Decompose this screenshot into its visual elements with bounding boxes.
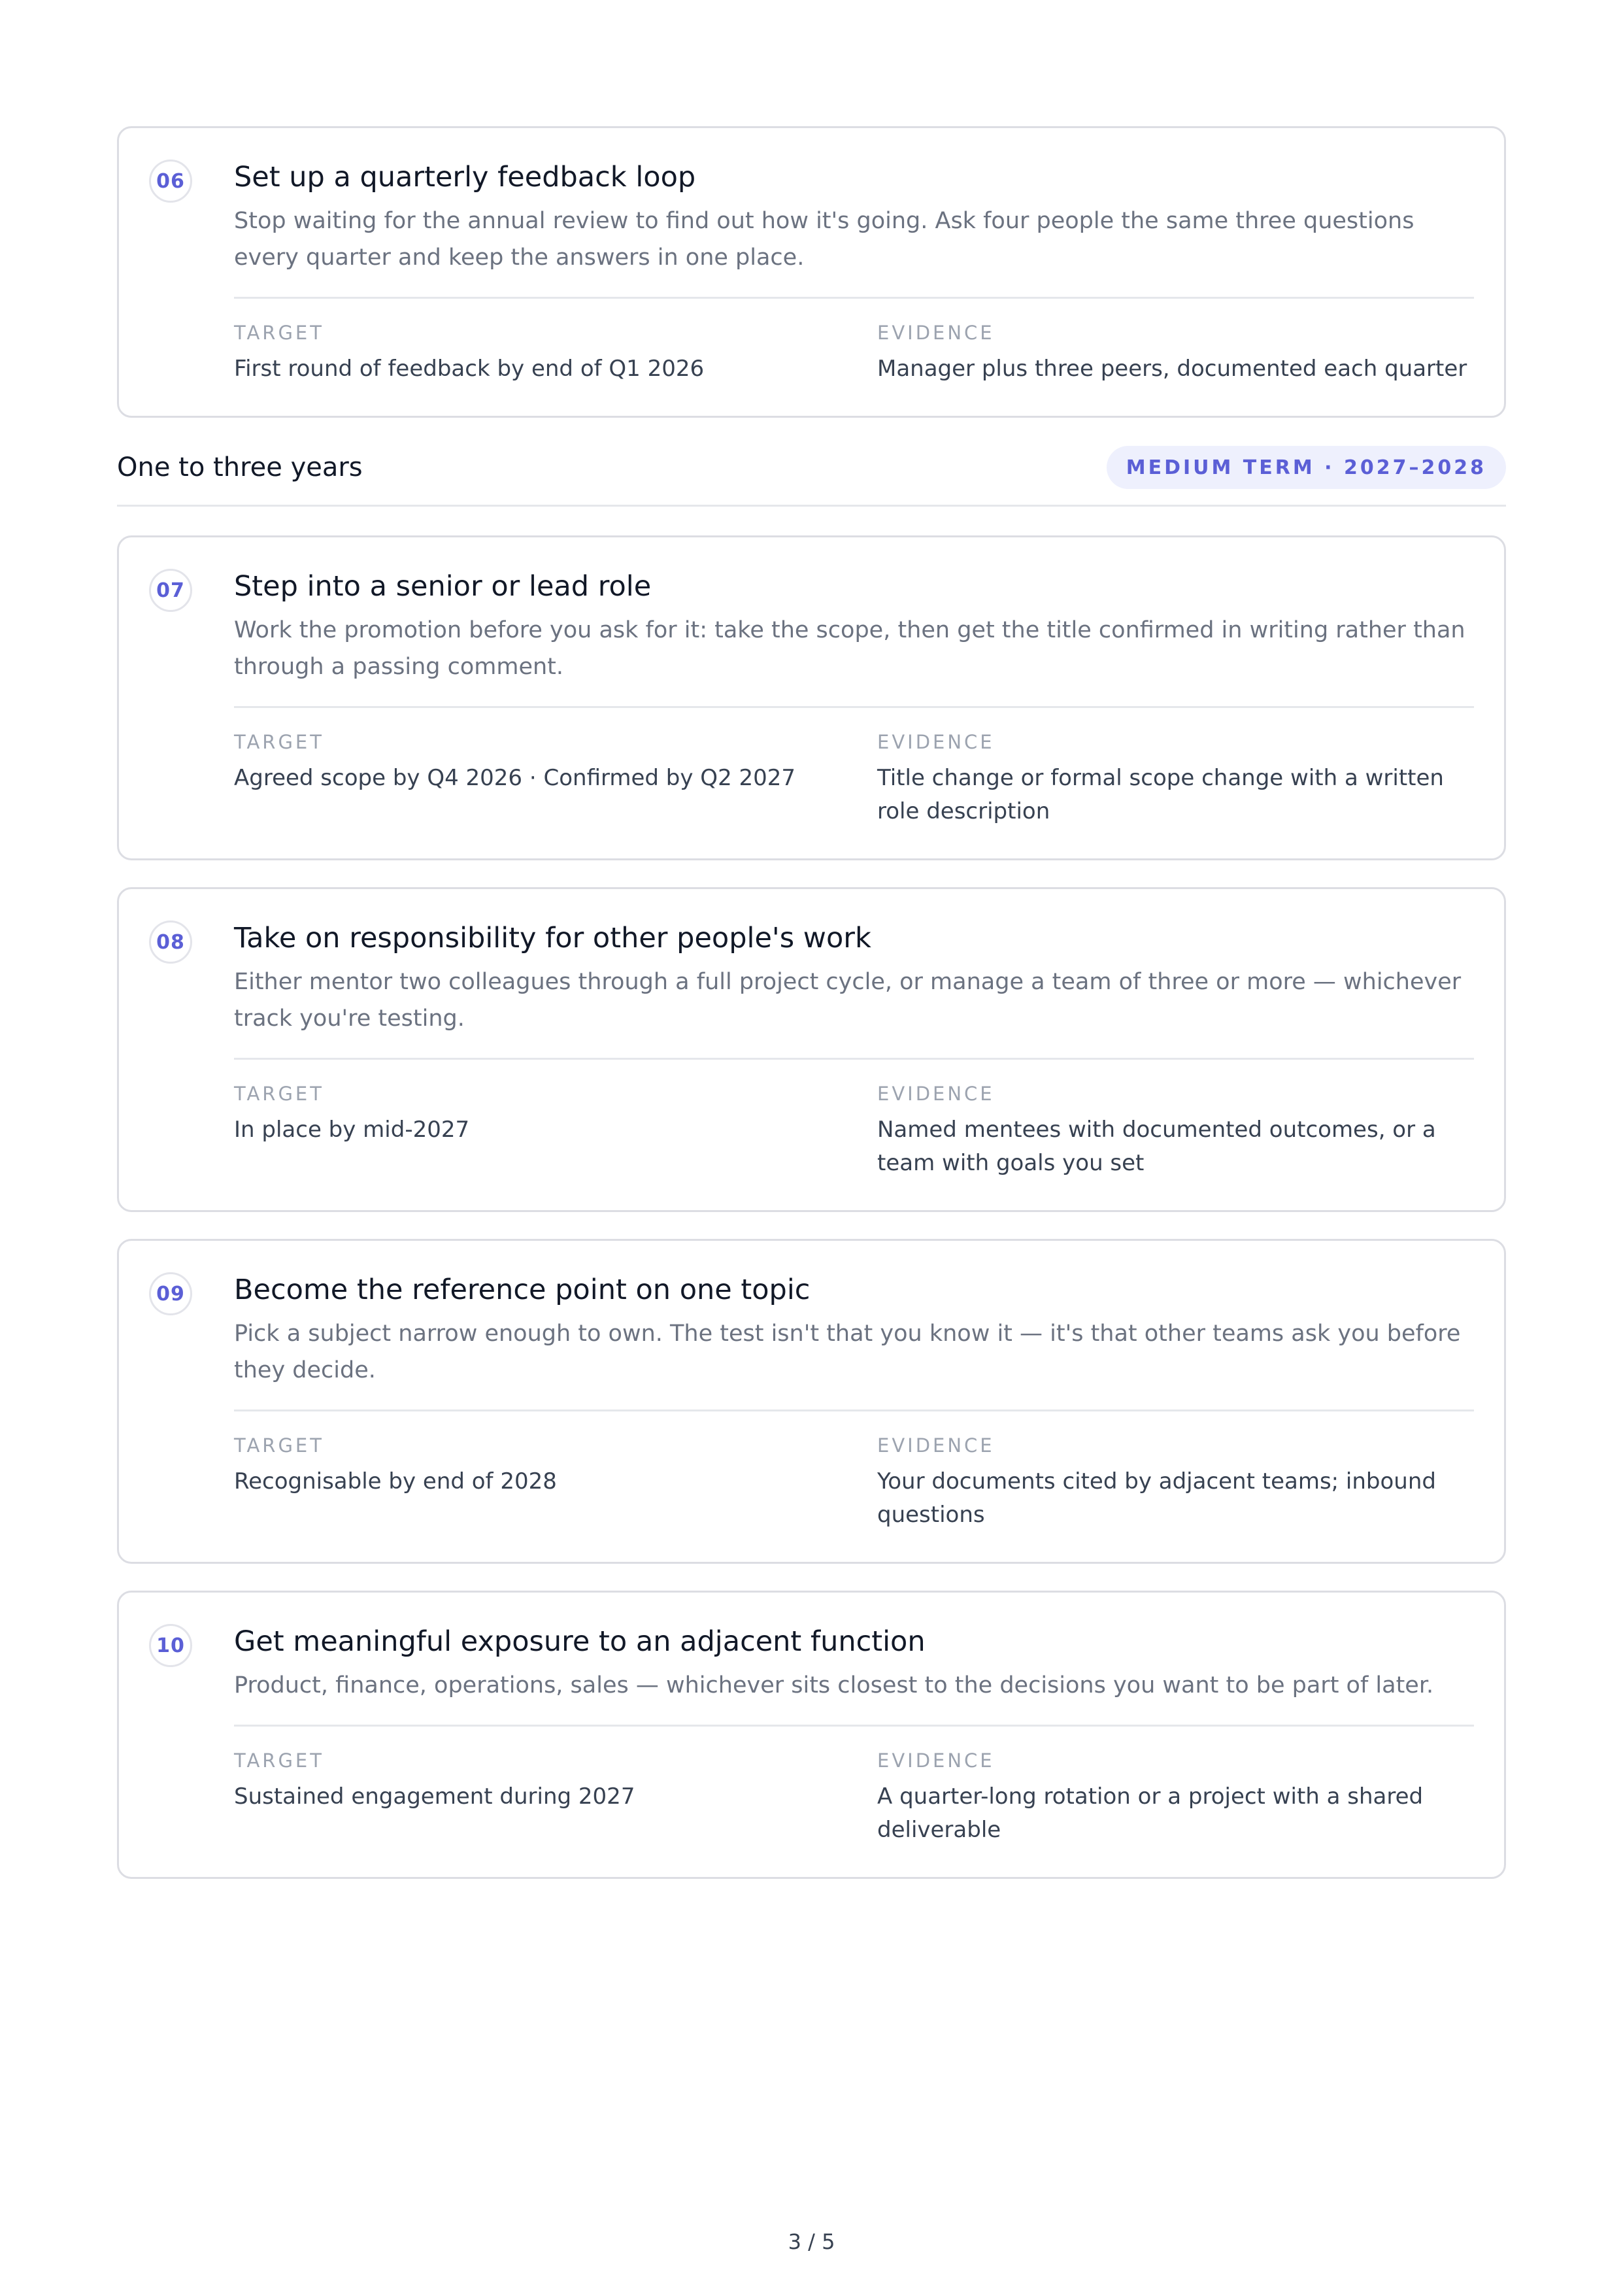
goal-card xyxy=(117,126,1506,418)
goal-meta xyxy=(234,1747,1474,1847)
target-label: TARGET xyxy=(234,1749,324,1772)
goal-description: Pick a subject narrow enough to own. The test isn't that you know it — it's that other teams ask you before they decide. xyxy=(234,1321,1461,1383)
goal-number-badge: 08 xyxy=(149,920,192,964)
goal-target xyxy=(234,320,877,386)
goal-meta xyxy=(234,1432,1474,1532)
goal-card-body xyxy=(234,1593,1474,1877)
goal-divider xyxy=(234,1725,1474,1727)
target-value: In place by mid-2027 xyxy=(234,1117,470,1143)
goal-description: Work the promotion before you ask for it: take the scope, then get the title confirmed in writing rather than through a passing comment. xyxy=(234,617,1465,680)
goal-evidence xyxy=(877,320,1474,386)
goal-card xyxy=(117,535,1506,860)
target-label: TARGET xyxy=(234,731,324,753)
goal-target xyxy=(234,729,877,828)
section-header xyxy=(117,445,1506,507)
target-value: First round of feedback by end of Q1 2026 xyxy=(234,356,705,382)
evidence-value: Named mentees with documented outcomes, or a team with goals you set xyxy=(877,1117,1436,1176)
goal-divider xyxy=(234,706,1474,708)
goal-meta xyxy=(234,320,1474,386)
goal-card-body xyxy=(234,128,1474,416)
goal-evidence xyxy=(877,729,1474,828)
goal-evidence xyxy=(877,1081,1474,1180)
section-term-badge: MEDIUM TERM · 2027–2028 xyxy=(1107,446,1506,489)
evidence-label: EVIDENCE xyxy=(877,1749,995,1772)
goal-target xyxy=(234,1081,877,1180)
page-number: 3 / 5 xyxy=(788,2229,835,2254)
goal-card-body xyxy=(234,537,1474,858)
goal-title: Take on responsibility for other people's work xyxy=(234,922,871,954)
evidence-value: A quarter-long rotation or a project with a shared deliverable xyxy=(877,1783,1424,1843)
evidence-label: EVIDENCE xyxy=(877,1083,995,1105)
evidence-value: Manager plus three peers, documented each quarter xyxy=(877,356,1467,382)
section-title: One to three years xyxy=(117,452,363,482)
target-label: TARGET xyxy=(234,1083,324,1105)
goal-title: Set up a quarterly feedback loop xyxy=(234,161,696,194)
goal-evidence xyxy=(877,1747,1474,1847)
plan-page xyxy=(117,126,1506,1906)
goal-description: Product, finance, operations, sales — whichever sits closest to the decisions you want to be part of later. xyxy=(234,1672,1434,1698)
evidence-value: Title change or formal scope change with a written role description xyxy=(877,765,1444,824)
evidence-label: EVIDENCE xyxy=(877,731,995,753)
goal-title: Become the reference point on one topic xyxy=(234,1274,811,1306)
goal-number-badge: 06 xyxy=(149,160,192,203)
target-label: TARGET xyxy=(234,322,324,344)
goal-title: Get meaningful exposure to an adjacent function xyxy=(234,1625,926,1658)
evidence-label: EVIDENCE xyxy=(877,1434,995,1457)
evidence-value: Your documents cited by adjacent teams; inbound questions xyxy=(877,1468,1436,1528)
goal-card xyxy=(117,887,1506,1212)
target-value: Sustained engagement during 2027 xyxy=(234,1783,635,1810)
goal-number-badge: 09 xyxy=(149,1272,192,1315)
target-label: TARGET xyxy=(234,1434,324,1457)
goal-title: Step into a senior or lead role xyxy=(234,570,652,603)
target-value: Agreed scope by Q4 2026 · Confirmed by Q2 2027 xyxy=(234,765,796,791)
goal-target xyxy=(234,1747,877,1847)
goal-description: Either mentor two colleagues through a full project cycle, or manage a team of three or more — whichever track you're testing. xyxy=(234,969,1462,1032)
goal-number-badge: 10 xyxy=(149,1624,192,1667)
goal-card xyxy=(117,1239,1506,1564)
goal-target xyxy=(234,1432,877,1532)
goal-divider xyxy=(234,1410,1474,1411)
evidence-label: EVIDENCE xyxy=(877,322,995,344)
goal-card-body xyxy=(234,889,1474,1210)
target-value: Recognisable by end of 2028 xyxy=(234,1468,557,1494)
goal-meta xyxy=(234,729,1474,828)
goal-card-body xyxy=(234,1241,1474,1562)
goal-meta xyxy=(234,1081,1474,1180)
goal-evidence xyxy=(877,1432,1474,1532)
goal-description: Stop waiting for the annual review to find out how it's going. Ask four people the same three questions every quarter and keep the answers in one place. xyxy=(234,208,1414,271)
goal-divider xyxy=(234,1058,1474,1060)
goal-number-badge: 07 xyxy=(149,569,192,612)
goal-card xyxy=(117,1591,1506,1879)
goal-divider xyxy=(234,297,1474,299)
